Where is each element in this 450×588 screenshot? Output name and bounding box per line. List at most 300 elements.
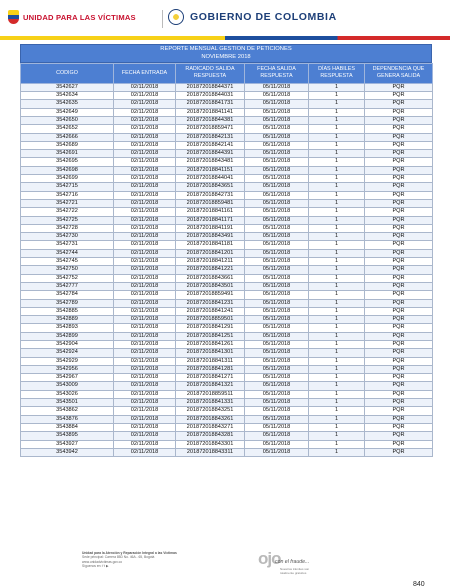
cell-fecha-salida: 05/11/2018: [245, 166, 309, 174]
cell-codigo: 3542744: [21, 249, 114, 257]
cell-fecha-entrada: 02/11/2018: [114, 432, 176, 440]
cell-fecha-salida: 05/11/2018: [245, 183, 309, 191]
page-number: 840: [413, 581, 425, 588]
header-separator: [162, 10, 163, 28]
cell-fecha-salida: 05/11/2018: [245, 349, 309, 357]
cell-radicado-salida: 201872018841191: [176, 224, 245, 232]
cell-dias-habiles: 1: [309, 282, 365, 290]
cell-fecha-entrada: 02/11/2018: [114, 316, 176, 324]
cell-codigo: 3542715: [21, 183, 114, 191]
cell-dias-habiles: 1: [309, 349, 365, 357]
cell-dias-habiles: 1: [309, 299, 365, 307]
cell-dias-habiles: 1: [309, 92, 365, 100]
cell-fecha-entrada: 02/11/2018: [114, 166, 176, 174]
cell-codigo: 3542689: [21, 141, 114, 149]
cell-fecha-salida: 05/11/2018: [245, 158, 309, 166]
cell-dias-habiles: 1: [309, 191, 365, 199]
cell-dependencia: PQR: [365, 316, 433, 324]
cell-fecha-entrada: 02/11/2018: [114, 423, 176, 431]
cell-radicado-salida: 201872018841161: [176, 208, 245, 216]
cell-codigo: 3542728: [21, 224, 114, 232]
table-row: [21, 423, 433, 431]
cell-codigo: 3542967: [21, 374, 114, 382]
cell-radicado-salida: 201872018843491: [176, 233, 245, 241]
cell-dependencia: PQR: [365, 249, 433, 257]
cell-dias-habiles: 1: [309, 423, 365, 431]
cell-radicado-salida: 201872018841331: [176, 399, 245, 407]
cell-radicado-salida: 201872018841151: [176, 166, 245, 174]
table-row: [21, 332, 433, 340]
cell-fecha-salida: 05/11/2018: [245, 332, 309, 340]
table-row: [21, 399, 433, 407]
cell-codigo: 3543884: [21, 423, 114, 431]
cell-codigo: 3542784: [21, 291, 114, 299]
cell-dependencia: PQR: [365, 423, 433, 431]
table-row: [21, 125, 433, 133]
table-row: [21, 340, 433, 348]
table-row: [21, 141, 433, 149]
cell-dependencia: PQR: [365, 100, 433, 108]
cell-dias-habiles: 1: [309, 133, 365, 141]
cell-dias-habiles: 1: [309, 258, 365, 266]
cell-dependencia: PQR: [365, 83, 433, 91]
table-row: [21, 282, 433, 290]
cell-fecha-salida: 05/11/2018: [245, 324, 309, 332]
footer-line: Síguenos en: f t ▶: [82, 564, 109, 569]
table-row: [21, 432, 433, 440]
cell-radicado-salida: 201872018844391: [176, 150, 245, 158]
cell-radicado-salida: 201872018843501: [176, 282, 245, 290]
cell-fecha-salida: 05/11/2018: [245, 374, 309, 382]
cell-radicado-salida: 201872018841731: [176, 100, 245, 108]
cell-dependencia: PQR: [365, 183, 433, 191]
cell-dias-habiles: 1: [309, 415, 365, 423]
cell-dependencia: PQR: [365, 349, 433, 357]
cell-codigo: 3542899: [21, 332, 114, 340]
cell-dias-habiles: 1: [309, 216, 365, 224]
cell-codigo: 3542885: [21, 307, 114, 315]
cell-codigo: 3542666: [21, 133, 114, 141]
cell-radicado-salida: 201872018843661: [176, 274, 245, 282]
cell-dias-habiles: 1: [309, 399, 365, 407]
cell-codigo: 3542698: [21, 166, 114, 174]
cell-dias-habiles: 1: [309, 175, 365, 183]
cell-radicado-salida: 201872018843281: [176, 432, 245, 440]
cell-dias-habiles: 1: [309, 340, 365, 348]
cell-codigo: 3542725: [21, 216, 114, 224]
cell-dependencia: PQR: [365, 407, 433, 415]
cell-dependencia: PQR: [365, 448, 433, 456]
column-header-fecha-salida: FECHA SALIDA RESPUESTA: [245, 63, 309, 83]
cell-dias-habiles: 1: [309, 116, 365, 124]
table-row: [21, 382, 433, 390]
ojo-con-el-fraude-logo: [258, 547, 322, 581]
cell-radicado-salida: 201872018859511: [176, 390, 245, 398]
cell-fecha-entrada: 02/11/2018: [114, 116, 176, 124]
cell-fecha-salida: 05/11/2018: [245, 423, 309, 431]
cell-dias-habiles: 1: [309, 266, 365, 274]
cell-dependencia: PQR: [365, 166, 433, 174]
cell-codigo: 3542929: [21, 357, 114, 365]
cell-dias-habiles: 1: [309, 100, 365, 108]
table-row: [21, 266, 433, 274]
cell-dias-habiles: 1: [309, 440, 365, 448]
cell-fecha-entrada: 02/11/2018: [114, 382, 176, 390]
cell-dependencia: PQR: [365, 125, 433, 133]
table-row: [21, 258, 433, 266]
cell-fecha-entrada: 02/11/2018: [114, 282, 176, 290]
cell-dependencia: PQR: [365, 432, 433, 440]
cell-fecha-entrada: 02/11/2018: [114, 365, 176, 373]
cell-fecha-entrada: 02/11/2018: [114, 175, 176, 183]
cell-fecha-salida: 05/11/2018: [245, 407, 309, 415]
cell-dias-habiles: 1: [309, 166, 365, 174]
cell-fecha-salida: 05/11/2018: [245, 249, 309, 257]
cell-fecha-salida: 05/11/2018: [245, 233, 309, 241]
table-row: [21, 191, 433, 199]
cell-fecha-entrada: 02/11/2018: [114, 133, 176, 141]
cell-codigo: 3543942: [21, 448, 114, 456]
cell-dependencia: PQR: [365, 291, 433, 299]
cell-fecha-entrada: 02/11/2018: [114, 266, 176, 274]
cell-fecha-salida: 05/11/2018: [245, 125, 309, 133]
table-row: [21, 100, 433, 108]
cell-codigo: 3542627: [21, 83, 114, 91]
cell-dependencia: PQR: [365, 199, 433, 207]
cell-fecha-entrada: 02/11/2018: [114, 349, 176, 357]
report-table-section: [20, 44, 432, 457]
cell-dias-habiles: 1: [309, 291, 365, 299]
cell-codigo: 3542789: [21, 299, 114, 307]
footer-line: www.unidadvictimas.gov.co: [82, 559, 123, 564]
table-row: [21, 199, 433, 207]
cell-fecha-entrada: 02/11/2018: [114, 390, 176, 398]
report-title-band: [20, 44, 432, 63]
cell-dependencia: PQR: [365, 150, 433, 158]
table-row: [21, 349, 433, 357]
cell-dependencia: PQR: [365, 415, 433, 423]
cell-fecha-salida: 05/11/2018: [245, 291, 309, 299]
cell-radicado-salida: 201872018841241: [176, 307, 245, 315]
cell-radicado-salida: 201872018841321: [176, 382, 245, 390]
petitions-table: [20, 63, 433, 457]
cell-fecha-salida: 05/11/2018: [245, 266, 309, 274]
table-row: [21, 307, 433, 315]
cell-dias-habiles: 1: [309, 199, 365, 207]
gobierno-colombia-logo-text: GOBIERNO DE COLOMBIA: [190, 11, 337, 23]
cell-radicado-salida: 201872018841181: [176, 241, 245, 249]
gobierno-colombia-logo: [168, 9, 337, 25]
cell-dias-habiles: 1: [309, 374, 365, 382]
table-row: [21, 216, 433, 224]
cell-codigo: 3542956: [21, 365, 114, 373]
cell-radicado-salida: 201872018859491: [176, 291, 245, 299]
cell-fecha-entrada: 02/11/2018: [114, 158, 176, 166]
cell-fecha-entrada: 02/11/2018: [114, 241, 176, 249]
cell-dependencia: PQR: [365, 324, 433, 332]
column-header-codigo: CODIGO: [21, 63, 114, 83]
report-title: REPORTE MENSUAL GESTION DE PETICIONES: [160, 46, 292, 52]
cell-fecha-entrada: 02/11/2018: [114, 108, 176, 116]
report-month: NOVIEMBRE 2018: [201, 54, 251, 61]
table-row: [21, 448, 433, 456]
cell-radicado-salida: 201872018844381: [176, 116, 245, 124]
cell-fecha-entrada: 02/11/2018: [114, 150, 176, 158]
table-row: [21, 316, 433, 324]
cell-fecha-entrada: 02/11/2018: [114, 233, 176, 241]
cell-dias-habiles: 1: [309, 249, 365, 257]
cell-codigo: 3542893: [21, 324, 114, 332]
cell-codigo: 3543927: [21, 440, 114, 448]
cell-dias-habiles: 1: [309, 332, 365, 340]
cell-codigo: 3542721: [21, 199, 114, 207]
column-header-dias-habiles: DÍAS HABILES RESPUESTA: [309, 63, 365, 83]
cell-dependencia: PQR: [365, 307, 433, 315]
cell-fecha-salida: 05/11/2018: [245, 258, 309, 266]
table-row: [21, 133, 433, 141]
cell-radicado-salida: 201872018842731: [176, 191, 245, 199]
cell-dias-habiles: 1: [309, 108, 365, 116]
cell-dias-habiles: 1: [309, 158, 365, 166]
footer-line: Unidad para la Atención y Reparación Integral a las Víctimas: [82, 551, 177, 555]
cell-radicado-salida: 201872018843481: [176, 158, 245, 166]
table-row: [21, 233, 433, 241]
cell-fecha-entrada: 02/11/2018: [114, 100, 176, 108]
cell-fecha-salida: 05/11/2018: [245, 316, 309, 324]
cell-fecha-salida: 05/11/2018: [245, 365, 309, 373]
cell-fecha-salida: 05/11/2018: [245, 282, 309, 290]
cell-fecha-salida: 05/11/2018: [245, 100, 309, 108]
cell-codigo: 3542635: [21, 100, 114, 108]
table-row: [21, 241, 433, 249]
cell-fecha-salida: 05/11/2018: [245, 382, 309, 390]
cell-dependencia: PQR: [365, 282, 433, 290]
cell-fecha-salida: 05/11/2018: [245, 175, 309, 183]
cell-radicado-salida: 201872018841271: [176, 374, 245, 382]
column-header-fecha-entrada: FECHA ENTRADA: [114, 63, 176, 83]
ojo-tagline: con el fraude...: [275, 559, 310, 565]
cell-dias-habiles: 1: [309, 324, 365, 332]
cell-fecha-salida: 05/11/2018: [245, 199, 309, 207]
cell-fecha-entrada: 02/11/2018: [114, 191, 176, 199]
unidad-victimas-logo: [8, 10, 136, 24]
cell-fecha-entrada: 02/11/2018: [114, 448, 176, 456]
cell-fecha-salida: 05/11/2018: [245, 216, 309, 224]
cell-dependencia: PQR: [365, 340, 433, 348]
cell-fecha-salida: 05/11/2018: [245, 191, 309, 199]
cell-fecha-salida: 05/11/2018: [245, 357, 309, 365]
cell-codigo: 3542752: [21, 274, 114, 282]
cell-radicado-salida: 201872018844371: [176, 83, 245, 91]
cell-dias-habiles: 1: [309, 208, 365, 216]
cell-codigo: 3542699: [21, 175, 114, 183]
cell-codigo: 3542889: [21, 316, 114, 324]
table-body: [21, 83, 433, 456]
cell-fecha-salida: 05/11/2018: [245, 133, 309, 141]
cell-fecha-salida: 05/11/2018: [245, 390, 309, 398]
cell-codigo: 3542695: [21, 158, 114, 166]
cell-dias-habiles: 1: [309, 125, 365, 133]
cell-codigo: 3543501: [21, 399, 114, 407]
cell-radicado-salida: 201872018841251: [176, 332, 245, 340]
cell-fecha-entrada: 02/11/2018: [114, 274, 176, 282]
cell-codigo: 3542924: [21, 349, 114, 357]
cell-dependencia: PQR: [365, 108, 433, 116]
cell-dias-habiles: 1: [309, 141, 365, 149]
cell-dependencia: PQR: [365, 224, 433, 232]
cell-radicado-salida: 201872018843271: [176, 423, 245, 431]
cell-fecha-salida: 05/11/2018: [245, 141, 309, 149]
cell-fecha-entrada: 02/11/2018: [114, 340, 176, 348]
cell-radicado-salida: 201872018844031: [176, 92, 245, 100]
cell-dias-habiles: 1: [309, 407, 365, 415]
cell-radicado-salida: 201872018841141: [176, 108, 245, 116]
cell-dias-habiles: 1: [309, 365, 365, 373]
cell-codigo: 3542691: [21, 150, 114, 158]
cell-radicado-salida: 201872018841311: [176, 357, 245, 365]
cell-dependencia: PQR: [365, 332, 433, 340]
cell-fecha-entrada: 02/11/2018: [114, 249, 176, 257]
cell-dias-habiles: 1: [309, 382, 365, 390]
cell-dependencia: PQR: [365, 241, 433, 249]
table-row: [21, 249, 433, 257]
cell-dependencia: PQR: [365, 390, 433, 398]
cell-codigo: 3542649: [21, 108, 114, 116]
table-row: [21, 224, 433, 232]
cell-dependencia: PQR: [365, 440, 433, 448]
table-row: [21, 440, 433, 448]
cell-dias-habiles: 1: [309, 307, 365, 315]
table-row: [21, 150, 433, 158]
cell-codigo: 3542652: [21, 125, 114, 133]
cell-fecha-salida: 05/11/2018: [245, 150, 309, 158]
cell-fecha-entrada: 02/11/2018: [114, 183, 176, 191]
cell-radicado-salida: 201872018841211: [176, 258, 245, 266]
cell-radicado-salida: 201872018841261: [176, 340, 245, 348]
cell-dias-habiles: 1: [309, 233, 365, 241]
unidad-victimas-logo-text: UNIDAD PARA LAS VÍCTIMAS: [23, 12, 136, 22]
cell-dias-habiles: 1: [309, 224, 365, 232]
cell-dependencia: PQR: [365, 274, 433, 282]
cell-fecha-entrada: 02/11/2018: [114, 216, 176, 224]
table-row: [21, 299, 433, 307]
table-row: [21, 158, 433, 166]
cell-dependencia: PQR: [365, 92, 433, 100]
cell-fecha-entrada: 02/11/2018: [114, 208, 176, 216]
table-row: [21, 274, 433, 282]
cell-codigo: 3542634: [21, 92, 114, 100]
cell-radicado-salida: 201872018844041: [176, 175, 245, 183]
table-row: [21, 92, 433, 100]
cell-codigo: 3543862: [21, 407, 114, 415]
cell-radicado-salida: 201872018841201: [176, 249, 245, 257]
cell-dependencia: PQR: [365, 133, 433, 141]
cell-fecha-salida: 05/11/2018: [245, 307, 309, 315]
cell-codigo: 3543026: [21, 390, 114, 398]
cell-fecha-entrada: 02/11/2018: [114, 415, 176, 423]
cell-fecha-entrada: 02/11/2018: [114, 374, 176, 382]
cell-dias-habiles: 1: [309, 241, 365, 249]
cell-dias-habiles: 1: [309, 357, 365, 365]
cell-radicado-salida: 201872018841231: [176, 299, 245, 307]
cell-fecha-salida: 05/11/2018: [245, 299, 309, 307]
cell-fecha-entrada: 02/11/2018: [114, 199, 176, 207]
cell-radicado-salida: 201872018859501: [176, 316, 245, 324]
cell-fecha-entrada: 02/11/2018: [114, 324, 176, 332]
cell-fecha-salida: 05/11/2018: [245, 448, 309, 456]
cell-dependencia: PQR: [365, 175, 433, 183]
cell-fecha-salida: 05/11/2018: [245, 440, 309, 448]
cell-fecha-entrada: 02/11/2018: [114, 407, 176, 415]
table-header-row: [21, 63, 433, 83]
national-seal-icon: [168, 9, 184, 25]
cell-codigo: 3543895: [21, 432, 114, 440]
table-row: [21, 108, 433, 116]
cell-radicado-salida: 201872018841301: [176, 349, 245, 357]
cell-fecha-entrada: 02/11/2018: [114, 291, 176, 299]
cell-radicado-salida: 201872018843251: [176, 407, 245, 415]
cell-fecha-salida: 05/11/2018: [245, 415, 309, 423]
page-header: [0, 0, 450, 44]
cell-radicado-salida: 201872018859481: [176, 199, 245, 207]
cell-radicado-salida: 201872018842141: [176, 141, 245, 149]
cell-fecha-entrada: 02/11/2018: [114, 141, 176, 149]
cell-dependencia: PQR: [365, 158, 433, 166]
cell-codigo: 3542745: [21, 258, 114, 266]
cell-fecha-entrada: 02/11/2018: [114, 299, 176, 307]
cell-dependencia: PQR: [365, 233, 433, 241]
cell-fecha-salida: 05/11/2018: [245, 92, 309, 100]
table-row: [21, 324, 433, 332]
cell-dependencia: PQR: [365, 357, 433, 365]
table-row: [21, 357, 433, 365]
cell-radicado-salida: 201872018843301: [176, 440, 245, 448]
table-row: [21, 175, 433, 183]
table-row: [21, 166, 433, 174]
table-row: [21, 291, 433, 299]
cell-codigo: 3542777: [21, 282, 114, 290]
flag-color-rule: [0, 36, 450, 40]
table-row: [21, 83, 433, 91]
cell-fecha-entrada: 02/11/2018: [114, 258, 176, 266]
cell-codigo: 3542716: [21, 191, 114, 199]
cell-dias-habiles: 1: [309, 274, 365, 282]
cell-fecha-entrada: 02/11/2018: [114, 440, 176, 448]
cell-dependencia: PQR: [365, 208, 433, 216]
cell-fecha-entrada: 02/11/2018: [114, 399, 176, 407]
cell-radicado-salida: 201872018843311: [176, 448, 245, 456]
cell-dependencia: PQR: [365, 266, 433, 274]
cell-radicado-salida: 201872018841291: [176, 324, 245, 332]
cell-fecha-salida: 05/11/2018: [245, 399, 309, 407]
cell-dependencia: PQR: [365, 382, 433, 390]
cell-fecha-salida: 05/11/2018: [245, 208, 309, 216]
column-header-dependencia: DEPENDENCIA QUE GENERA SALIDA: [365, 63, 433, 83]
cell-codigo: 3542750: [21, 266, 114, 274]
cell-fecha-entrada: 02/11/2018: [114, 307, 176, 315]
ojo-subtext: Nuestros trámites son totalmente gratuitos: [280, 567, 310, 575]
table-row: [21, 365, 433, 373]
cell-dependencia: PQR: [365, 116, 433, 124]
cell-codigo: 3542650: [21, 116, 114, 124]
cell-dependencia: PQR: [365, 365, 433, 373]
cell-dependencia: PQR: [365, 216, 433, 224]
table-row: [21, 116, 433, 124]
cell-radicado-salida: 201872018841171: [176, 216, 245, 224]
cell-fecha-salida: 05/11/2018: [245, 274, 309, 282]
cell-fecha-salida: 05/11/2018: [245, 241, 309, 249]
cell-fecha-salida: 05/11/2018: [245, 224, 309, 232]
